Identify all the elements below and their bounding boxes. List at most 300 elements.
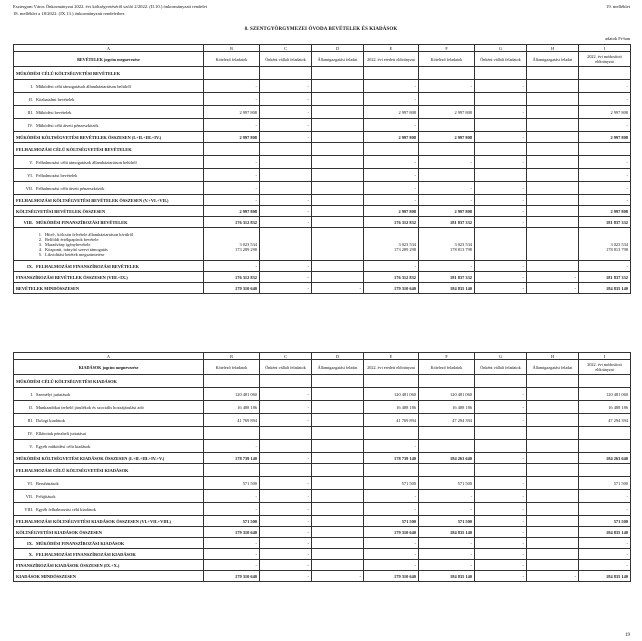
value-cell: -	[260, 206, 312, 217]
value-cell: -	[260, 453, 312, 464]
column-letter: A	[14, 45, 204, 52]
value-cell: 184 835 140	[419, 283, 475, 294]
row-label: IX. FELHALMOZÁSI FINANSZÍROZÁSI BEVÉTELEK	[14, 261, 204, 272]
row-label: VII. Felújítások	[14, 490, 204, 503]
value-cell	[527, 206, 579, 217]
row-label: FELHALMOZÁSI CÉLÚ KÖLTSÉGVETÉSI KIADÁSOK	[14, 464, 204, 477]
value-cell	[260, 440, 312, 453]
table-row	[14, 217, 631, 228]
table-row	[14, 414, 631, 427]
value-cell	[204, 427, 260, 440]
row-label: VI. Beruházások	[14, 477, 204, 490]
value-cell	[419, 93, 475, 106]
value-cell: -	[364, 538, 419, 549]
value-cell: -	[579, 182, 631, 195]
value-cell: -	[579, 93, 631, 106]
value-cell	[312, 549, 364, 560]
table-row	[14, 182, 631, 195]
table-row	[14, 206, 631, 217]
value-cell	[475, 119, 527, 132]
value-cell: -	[260, 516, 312, 527]
value-cell: -	[475, 571, 527, 582]
column-letter: F	[419, 45, 475, 52]
page-number: 19	[625, 633, 630, 638]
value-cell: -	[579, 80, 631, 93]
value-cell: -	[419, 261, 475, 272]
value-cell: -	[204, 119, 260, 132]
value-cell	[364, 67, 419, 80]
table-row	[14, 527, 631, 538]
value-cell: -	[260, 217, 312, 228]
value-cell	[527, 119, 579, 132]
value-cell: 2 997 808	[364, 106, 419, 119]
table-row	[14, 538, 631, 549]
annex-reference: 18. melléklet a 18/2022. (IX.13.) önkormányzati rendelethez	[13, 11, 125, 16]
value-cell	[312, 132, 364, 143]
value-cell: -	[475, 477, 527, 490]
value-cell	[527, 195, 579, 206]
table-row	[14, 228, 631, 261]
value-cell: -	[260, 388, 312, 401]
value-cell: -	[260, 503, 312, 516]
value-cell: -	[527, 571, 579, 582]
column-letter: G	[475, 45, 527, 52]
value-cell	[419, 119, 475, 132]
column-letter: I	[579, 45, 631, 52]
row-label: X. FELHALMOZÁSI FINANSZÍROZÁSI KIADÁSOK	[14, 549, 204, 560]
table-row	[14, 156, 631, 169]
value-cell	[312, 93, 364, 106]
value-cell	[260, 143, 312, 156]
value-cell	[312, 228, 364, 261]
column-letter: H	[527, 353, 579, 360]
value-cell: -	[475, 106, 527, 119]
appendix-label: 19. melléklet	[606, 4, 630, 9]
value-cell: -	[204, 490, 260, 503]
row-label: VIII. Egyéb felhalmozási célú kiadások	[14, 503, 204, 516]
value-cell: -	[475, 272, 527, 283]
value-cell	[579, 143, 631, 156]
column-header-c: Önként vállalt feladatok	[260, 52, 312, 67]
value-cell	[260, 427, 312, 440]
value-cell	[527, 93, 579, 106]
row-label: FELHALMOZÁSI KÖLTSÉGVETÉSI KIADÁSOK ÖSSZESEN (VI.+VII.+VIII.)	[14, 516, 204, 527]
table-row	[14, 67, 631, 80]
value-cell	[475, 93, 527, 106]
value-cell	[312, 119, 364, 132]
row-label: V. Egyéb működési célú kiadások	[14, 440, 204, 453]
value-cell: 2 997 808	[579, 106, 631, 119]
value-cell	[527, 143, 579, 156]
value-cell: 47 294 394	[579, 414, 631, 427]
table-row	[14, 549, 631, 560]
value-cell: -	[260, 93, 312, 106]
column-letter: E	[364, 45, 419, 52]
value-cell	[419, 143, 475, 156]
column-letter: C	[260, 45, 312, 52]
value-cell: -	[579, 169, 631, 182]
value-cell: -	[204, 261, 260, 272]
value-cell: 179 310 640	[364, 283, 419, 294]
value-cell: 571 500	[419, 477, 475, 490]
table-row	[14, 106, 631, 119]
value-cell: -	[419, 182, 475, 195]
value-cell: -	[204, 169, 260, 182]
value-cell: 184 835 140	[419, 527, 475, 538]
value-cell: 2 997 808	[204, 106, 260, 119]
value-cell: -	[204, 560, 260, 571]
column-letter: F	[419, 353, 475, 360]
value-cell	[312, 217, 364, 228]
value-cell	[527, 228, 579, 261]
table-row	[14, 427, 631, 440]
row-label: MŰKÖDÉSI CÉLÚ KÖLTSÉGVETÉSI BEVÉTELEK	[14, 67, 204, 80]
value-cell: -	[475, 560, 527, 571]
value-cell: -	[475, 261, 527, 272]
value-cell	[419, 375, 475, 388]
value-cell	[527, 549, 579, 560]
value-cell	[312, 206, 364, 217]
value-cell: -	[579, 195, 631, 206]
value-cell	[312, 427, 364, 440]
row-label: 1. Hitel-, kölcsön felvétele államháztartáson kívülről 2. Belföldi értékpapírok bevétele 3. Maradvány igénybevétele 4. Központi, irányító szervi támogatás 5. Likviditási betétek megszüntetése	[14, 228, 204, 261]
value-cell	[475, 228, 527, 261]
column-header-g: Önként vállalt feladatok	[475, 360, 527, 375]
value-cell: 571 500	[364, 516, 419, 527]
value-cell: -	[364, 182, 419, 195]
value-cell	[527, 67, 579, 80]
value-cell	[364, 143, 419, 156]
value-cell: 176 312 832	[204, 272, 260, 283]
value-cell: -	[204, 80, 260, 93]
value-cell: -	[204, 156, 260, 169]
row-label: FINANSZÍROZÁSI KIADÁSOK ÖSSZESEN (IX.+X.)	[14, 560, 204, 571]
value-cell	[312, 169, 364, 182]
row-label: VI. Felhalmozási bevételek	[14, 169, 204, 182]
value-cell: 41 769 894	[204, 414, 260, 427]
value-cell: 2 997 808	[204, 132, 260, 143]
value-cell	[312, 388, 364, 401]
column-header-f: Kötelező feladatok	[419, 52, 475, 67]
value-cell: -	[475, 401, 527, 414]
value-cell: -	[475, 527, 527, 538]
value-cell: 184 835 140	[579, 283, 631, 294]
value-cell: -	[312, 283, 364, 294]
value-cell: 181 837 332	[579, 272, 631, 283]
column-header-f: Kötelező feladatok	[419, 360, 475, 375]
value-cell: -	[260, 132, 312, 143]
row-label: FELHALMOZÁSI CÉLÚ KÖLTSÉGVETÉSI BEVÉTELEK	[14, 143, 204, 156]
table-row	[14, 571, 631, 582]
value-cell	[260, 156, 312, 169]
value-cell	[260, 169, 312, 182]
value-cell	[312, 401, 364, 414]
row-label: KIADÁSOK MINDÖSSZESEN	[14, 571, 204, 582]
value-cell: -	[527, 283, 579, 294]
value-cell	[527, 217, 579, 228]
value-cell: -	[527, 272, 579, 283]
value-cell: -	[579, 538, 631, 549]
value-cell: 47 294 394	[419, 414, 475, 427]
income-table	[13, 44, 631, 294]
table-row	[14, 375, 631, 388]
value-cell: -	[579, 261, 631, 272]
value-cell: -	[475, 156, 527, 169]
value-cell: -	[419, 80, 475, 93]
value-cell	[260, 67, 312, 80]
value-cell: -	[204, 182, 260, 195]
value-cell: 179 310 640	[364, 527, 419, 538]
value-cell	[579, 440, 631, 453]
value-cell: 3 023 534 173 289 298	[364, 228, 419, 261]
column-header-label: KIADÁSOK jogcím megnevezése	[14, 360, 204, 375]
value-cell	[527, 453, 579, 464]
table-row	[14, 261, 631, 272]
value-cell	[312, 516, 364, 527]
table-row	[14, 453, 631, 464]
table-row	[14, 132, 631, 143]
value-cell	[527, 414, 579, 427]
table-row	[14, 93, 631, 106]
column-header-b: Kötelező feladatok	[204, 360, 260, 375]
column-header-d: Államigazgatási feladat	[312, 52, 364, 67]
value-cell: 3 023 534 173 289 298	[204, 228, 260, 261]
value-cell	[312, 195, 364, 206]
column-header-g: Önként vállalt feladatok	[475, 52, 527, 67]
value-cell: -	[260, 527, 312, 538]
value-cell: -	[475, 538, 527, 549]
column-letter: D	[312, 353, 364, 360]
row-label: I. Működési célú támogatások államháztartáson belülről	[14, 80, 204, 93]
value-cell	[527, 182, 579, 195]
value-cell: -	[260, 401, 312, 414]
table-row	[14, 440, 631, 453]
value-cell: 3 023 534 178 813 798	[419, 228, 475, 261]
value-cell	[579, 464, 631, 477]
table-row	[14, 80, 631, 93]
table-row	[14, 464, 631, 477]
table-row	[14, 283, 631, 294]
value-cell	[419, 169, 475, 182]
row-label: MŰKÖDÉSI CÉLÚ KÖLTSÉGVETÉSI KIADÁSOK	[14, 375, 204, 388]
value-cell: 2 997 808	[419, 206, 475, 217]
value-cell	[364, 375, 419, 388]
value-cell: 3 023 534 178 813 798	[579, 228, 631, 261]
column-letter: A	[14, 353, 204, 360]
column-header-e: 2022. évi eredeti előirányzat	[364, 52, 419, 67]
table-row	[14, 388, 631, 401]
value-cell: -	[475, 549, 527, 560]
value-cell	[312, 490, 364, 503]
column-header-e: 2022. évi eredeti előirányzat	[364, 360, 419, 375]
value-cell	[204, 67, 260, 80]
column-header-c: Önként vállalt feladatok	[260, 360, 312, 375]
row-label: V. Felhalmozási célú támogatások államháztartáson belülről	[14, 156, 204, 169]
value-cell: 41 769 894	[364, 414, 419, 427]
value-cell	[419, 440, 475, 453]
column-letter: B	[204, 45, 260, 52]
value-cell	[475, 464, 527, 477]
value-cell: -	[260, 80, 312, 93]
value-cell: 176 312 832	[204, 217, 260, 228]
value-cell: 16 488 186	[579, 401, 631, 414]
value-cell: 16 488 186	[204, 401, 260, 414]
value-cell	[204, 143, 260, 156]
row-label: FINANSZÍROZÁSI BEVÉTELEK ÖSSZESEN (VIII.+IX.)	[14, 272, 204, 283]
value-cell: -	[260, 283, 312, 294]
value-cell: 16 488 186	[364, 401, 419, 414]
value-cell: 571 500	[579, 516, 631, 527]
value-cell: -	[364, 261, 419, 272]
value-cell: 2 997 808	[579, 206, 631, 217]
value-cell: -	[260, 490, 312, 503]
value-cell: 16 488 186	[419, 401, 475, 414]
value-cell: -	[364, 440, 419, 453]
row-label: II. Közhatalmi bevételek	[14, 93, 204, 106]
value-cell: -	[364, 119, 419, 132]
value-cell	[312, 527, 364, 538]
value-cell: -	[475, 132, 527, 143]
value-cell: 179 310 640	[204, 283, 260, 294]
value-cell: -	[475, 217, 527, 228]
column-header-i: 2022. évi módosított előirányzat	[579, 52, 631, 67]
value-cell: -	[475, 414, 527, 427]
row-label: MŰKÖDÉSI KÖLTSÉGVETÉSI BEVÉTELEK ÖSSZESEN (I.+II.+III.+IV.)	[14, 132, 204, 143]
column-letter: G	[475, 353, 527, 360]
value-cell: -	[364, 156, 419, 169]
value-cell: -	[579, 119, 631, 132]
value-cell	[419, 67, 475, 80]
value-cell	[260, 375, 312, 388]
value-cell: 120 481 060	[364, 388, 419, 401]
value-cell	[312, 440, 364, 453]
value-cell	[527, 106, 579, 119]
value-cell: -	[419, 560, 475, 571]
value-cell	[312, 477, 364, 490]
table-row	[14, 560, 631, 571]
value-cell: -	[364, 560, 419, 571]
row-label: III. Dologi kiadások	[14, 414, 204, 427]
value-cell: -	[364, 93, 419, 106]
value-cell: -	[260, 538, 312, 549]
value-cell: -	[419, 538, 475, 549]
column-letter: C	[260, 353, 312, 360]
row-label: BEVÉTELEK MINDÖSSZESEN	[14, 283, 204, 294]
column-header-h: Államigazgatási feladat	[527, 360, 579, 375]
value-cell	[312, 143, 364, 156]
value-cell	[475, 427, 527, 440]
value-cell: -	[475, 206, 527, 217]
value-cell	[475, 143, 527, 156]
value-cell	[364, 464, 419, 477]
value-cell: 184 263 640	[419, 453, 475, 464]
value-cell: -	[579, 560, 631, 571]
value-cell	[312, 503, 364, 516]
value-cell: -	[260, 571, 312, 582]
column-header-b: Kötelező feladatok	[204, 52, 260, 67]
value-cell: 176 312 832	[364, 217, 419, 228]
value-cell	[312, 261, 364, 272]
value-cell	[527, 503, 579, 516]
value-cell: -	[204, 503, 260, 516]
value-cell	[527, 401, 579, 414]
value-cell: 2 997 808	[419, 106, 475, 119]
value-cell: -	[419, 549, 475, 560]
value-cell	[312, 414, 364, 427]
row-label: IV. Ellátottak pénzbeli juttatásai	[14, 427, 204, 440]
value-cell: 184 835 140	[579, 527, 631, 538]
value-cell: -	[204, 538, 260, 549]
value-cell	[312, 67, 364, 80]
value-cell: 571 500	[204, 477, 260, 490]
value-cell	[260, 228, 312, 261]
value-cell: 571 500	[204, 516, 260, 527]
value-cell	[527, 560, 579, 571]
decree-reference: Esztergom Város Önkormányzat 2022. évi költségvetéséről szóló 2/2022. (II.10.) önkormányzati rendelet	[13, 4, 207, 9]
value-cell	[527, 80, 579, 93]
value-cell: 178 739 140	[204, 453, 260, 464]
value-cell: -	[204, 440, 260, 453]
value-cell	[527, 388, 579, 401]
value-cell: -	[419, 503, 475, 516]
value-cell	[204, 375, 260, 388]
value-cell	[579, 375, 631, 388]
value-cell: -	[364, 169, 419, 182]
column-letter: B	[204, 353, 260, 360]
value-cell: -	[419, 195, 475, 206]
value-cell: -	[364, 503, 419, 516]
column-letter: E	[364, 353, 419, 360]
value-cell: 179 310 640	[204, 527, 260, 538]
unit-label: adatok Ft-ban	[605, 36, 630, 41]
value-cell: 120 481 060	[419, 388, 475, 401]
value-cell	[475, 67, 527, 80]
value-cell: -	[204, 195, 260, 206]
value-cell: -	[579, 503, 631, 516]
value-cell: -	[260, 106, 312, 119]
table-row	[14, 143, 631, 156]
value-cell	[579, 427, 631, 440]
value-cell: 184 263 640	[579, 453, 631, 464]
column-letter: D	[312, 45, 364, 52]
value-cell	[419, 427, 475, 440]
row-label: KÖLTSÉGVETÉSI BEVÉTELEK ÖSSZESEN	[14, 206, 204, 217]
column-header-d: Államigazgatási feladat	[312, 360, 364, 375]
value-cell: 179 310 640	[364, 571, 419, 582]
table-row	[14, 401, 631, 414]
value-cell: -	[419, 490, 475, 503]
value-cell	[260, 464, 312, 477]
value-cell	[527, 169, 579, 182]
row-label: MŰKÖDÉSI KÖLTSÉGVETÉSI KIADÁSOK ÖSSZESEN (I.+II.+III.+IV.+V.)	[14, 453, 204, 464]
value-cell: 178 739 140	[364, 453, 419, 464]
table-row	[14, 477, 631, 490]
value-cell	[475, 169, 527, 182]
value-cell: 120 481 060	[204, 388, 260, 401]
value-cell	[312, 182, 364, 195]
value-cell: 181 837 332	[579, 217, 631, 228]
value-cell: -	[419, 156, 475, 169]
value-cell: 181 837 332	[419, 217, 475, 228]
row-label: IX. MŰKÖDÉSI FINANSZÍROZÁSI KIADÁSOK	[14, 538, 204, 549]
value-cell: 571 500	[364, 477, 419, 490]
value-cell	[527, 375, 579, 388]
value-cell	[204, 464, 260, 477]
value-cell: 2 997 808	[364, 206, 419, 217]
value-cell	[312, 464, 364, 477]
value-cell: -	[475, 490, 527, 503]
value-cell: -	[364, 490, 419, 503]
